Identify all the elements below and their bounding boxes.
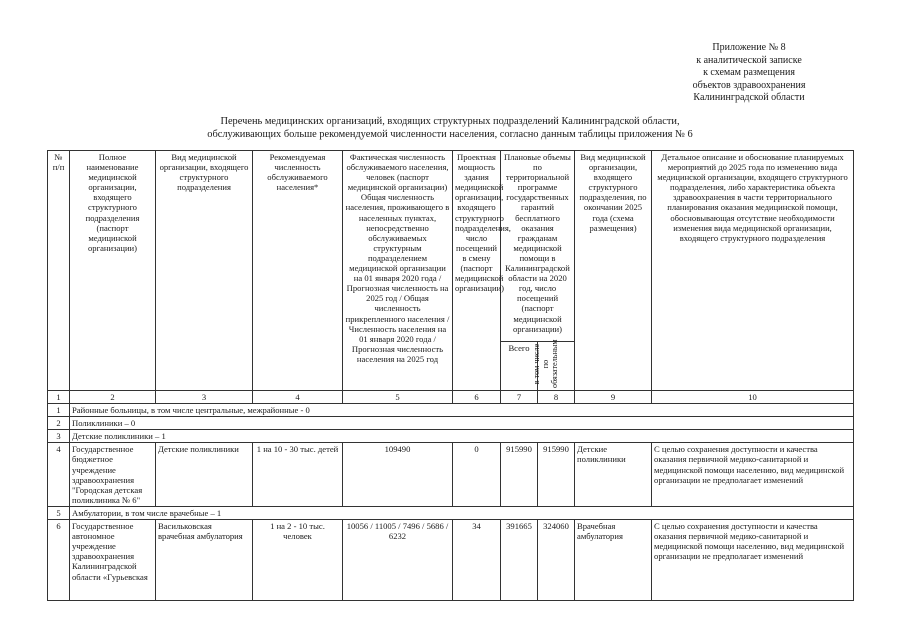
appendix-line: Приложение № 8 (712, 42, 786, 53)
header-capacity: Проектная мощность здания медицинской организации, входящего структурного подразделения, число посещений в смену (паспорт медицинской организации) (453, 151, 501, 391)
header-planned-total: Всего (501, 342, 538, 391)
col-number: 8 (538, 391, 575, 404)
row-total: 915990 (501, 443, 538, 507)
header-planned: Плановые объемы по территориальной программе государственных гарантий бесплатного оказания гражданам медицинской помощи в Калининградской области на 2020 год, число посещений (паспорт медицинской организации) (501, 151, 575, 342)
header-description: Детальное описание и обоснование планируемых мероприятий до 2025 года по изменению вида медицинской организации, входящего структурного подразделения, либо характеристика объекта здравоохранения в части территориального планирования оказания медицинской помощи, обосновывающая отсутствие необходимости изменения вида медицинской организации, входящего структурного подразделения (652, 151, 854, 391)
header-recommended: Рекомендуемая численность обслуживаемого населения* (253, 151, 343, 391)
section-row (48, 417, 854, 430)
header-actual: Фактическая численность обслуживаемого населения, человек (паспорт медицинской организации) Общая численность населения, проживающего в населенных пунктах, непосредственно обслуживаемых структурным подразделением медицинской организации на 01 января 2020 года / Прогнозная численность на 2025 год / Общая численность прикрепленного населения / Численность населения на 01 января 2020 года / Прогнозная численность населения на 2025 год (343, 151, 453, 391)
col-number: 3 (156, 391, 253, 404)
table-row (48, 443, 854, 507)
section-row (48, 430, 854, 443)
col-number: 7 (501, 391, 538, 404)
row-capacity: 34 (453, 520, 501, 601)
row-recommended: 1 на 10 - 30 тыс. детей (253, 443, 343, 507)
appendix-line: к схемам размещения (703, 67, 795, 79)
column-numbers-row (48, 391, 854, 404)
row-kind: Васильковская врачебная амбулатория (156, 520, 253, 601)
header-kind-2025: Вид медицинской организации, входящего структурного подразделения, по окончании 2025 года (схема размещения) (575, 151, 652, 391)
row-recommended: 1 на 2 - 10 тыс. человек (253, 520, 343, 601)
section-title: Амбулатории, в том числе врачебные – 1 (70, 506, 854, 519)
header-no: № п/п (48, 151, 70, 391)
section-title: Поликлиники – 0 (70, 417, 854, 430)
table-row (48, 520, 854, 601)
row-kind-2025: Врачебная амбулатория (575, 520, 652, 601)
col-number: 6 (453, 391, 501, 404)
row-name: Государственное бюджетное учреждение здравоохранения "Городская детская поликлиника № 6" (70, 443, 156, 507)
row-capacity: 0 (453, 443, 501, 507)
header-row (48, 151, 854, 342)
row-mandatory: 324060 (538, 520, 575, 601)
appendix-line: Калининградской области (693, 92, 805, 104)
row-description: С целью сохранения доступности и качества оказания первичной медико-санитарной и медицинской помощи населению, вид медицинской организации не предполагает изменений (652, 520, 854, 601)
header-kind: Вид медицинской организации, входящего структурного подразделения (156, 151, 253, 391)
row-actual: 10056 / 11005 / 7496 / 5686 / 6232 (343, 520, 453, 601)
header-name: Полное наименование медицинской организации, входящего структурного подразделения (паспорт медицинской организации) (70, 151, 156, 391)
row-name: Государственное автономное учреждение здравоохранения Калининградской области «Гурьевская (70, 520, 156, 601)
section-row (48, 506, 854, 519)
row-no: 6 (48, 520, 70, 601)
title-line-2: обслуживающих больше рекомендуемой численности населения, согласно данным таблицы приложения № 6 (207, 129, 693, 141)
col-number: 4 (253, 391, 343, 404)
title-line-1: Перечень медицинских организаций, входящих структурных подразделений Калининградской области, (220, 116, 680, 127)
section-title: Районные больницы, в том числе центральные, межрайонные - 0 (70, 404, 854, 417)
row-description: С целью сохранения доступности и качества оказания первичной медико-санитарной и медицинской помощи населению, вид медицинской организации не предполагает изменений (652, 443, 854, 507)
col-number: 10 (652, 391, 854, 404)
row-mandatory: 915990 (538, 443, 575, 507)
section-no: 1 (48, 404, 70, 417)
row-total: 391665 (501, 520, 538, 601)
section-no: 5 (48, 506, 70, 519)
section-no: 3 (48, 430, 70, 443)
row-actual: 109490 (343, 443, 453, 507)
col-number: 1 (48, 391, 70, 404)
col-number: 5 (343, 391, 453, 404)
header-planned-mandatory: в том числе по обязательным (532, 339, 559, 388)
appendix-note (649, 42, 849, 105)
col-number: 2 (70, 391, 156, 404)
row-kind-2025: Детские поликлиники (575, 443, 652, 507)
section-row (48, 404, 854, 417)
document-title (100, 115, 800, 141)
row-no: 4 (48, 443, 70, 507)
section-title: Детские поликлиники – 1 (70, 430, 854, 443)
appendix-line: к аналитической записке (696, 54, 802, 66)
appendix-line: объектов здравоохранения (692, 79, 806, 91)
col-number: 9 (575, 391, 652, 404)
row-kind: Детские поликлиники (156, 443, 253, 507)
organizations-table (47, 150, 854, 601)
header-planned-mandatory-cell (532, 339, 575, 391)
section-no: 2 (48, 417, 70, 430)
